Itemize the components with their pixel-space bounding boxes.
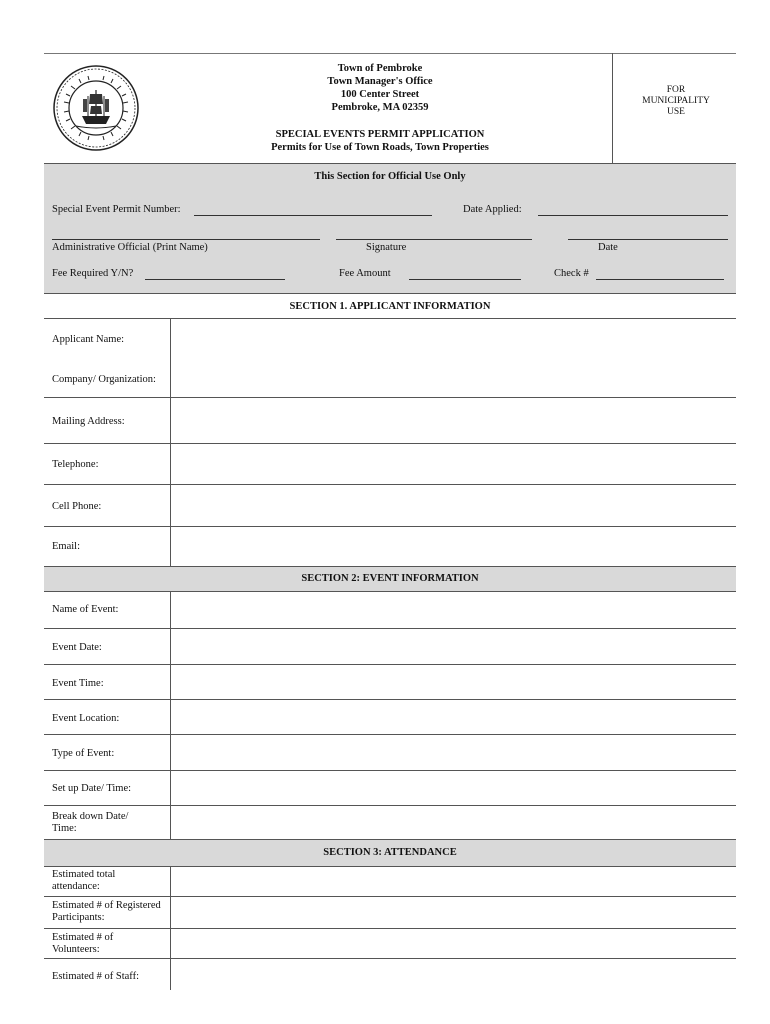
staff-field[interactable]: [171, 959, 736, 989]
office-name: Town Manager's Office: [327, 76, 433, 87]
date-label: Date: [598, 242, 618, 253]
total-attendance-field[interactable]: [171, 867, 736, 895]
form-title: SPECIAL EVENTS PERMIT APPLICATION: [275, 129, 485, 140]
municipality-line-1: FOR: [666, 85, 686, 95]
setup-date-time-label: Set up Date/ Time:: [52, 783, 132, 794]
event-date-field[interactable]: [171, 629, 736, 663]
email-field[interactable]: [171, 527, 736, 565]
signature-field[interactable]: [336, 239, 532, 240]
signature-label: Signature: [366, 242, 407, 253]
municipality-line-2: MUNICIPALITY: [642, 96, 710, 106]
official-use-title: This Section for Official Use Only: [314, 171, 466, 182]
fee-amount-field[interactable]: [409, 279, 521, 280]
official-top-border: [44, 163, 736, 164]
fee-required-field[interactable]: [145, 279, 285, 280]
telephone-label: Telephone:: [52, 459, 99, 470]
section1-title: SECTION 1. APPLICANT INFORMATION: [289, 301, 491, 312]
admin-official-label: Administrative Official (Print Name): [52, 242, 208, 253]
permit-number-field[interactable]: [194, 215, 432, 216]
date-applied-field[interactable]: [538, 215, 728, 216]
cell-phone-label: Cell Phone:: [52, 501, 102, 512]
fee-required-label: Fee Required Y/N?: [52, 268, 134, 279]
setup-date-time-field[interactable]: [171, 771, 736, 804]
top-border: [44, 53, 736, 54]
volunteers-label: Estimated # of Volunteers:: [52, 932, 114, 955]
section2-title: SECTION 2: EVENT INFORMATION: [301, 573, 479, 584]
form-subtitle: Permits for Use of Town Roads, Town Properties: [271, 142, 489, 153]
event-time-label: Event Time:: [52, 678, 104, 689]
event-time-field[interactable]: [171, 665, 736, 699]
email-label: Email:: [52, 541, 80, 552]
event-location-field[interactable]: [171, 700, 736, 734]
registered-participants-label: Estimated # of Registered Participants:: [52, 900, 161, 923]
event-name-field[interactable]: [171, 592, 736, 627]
total-attendance-label: Estimated total attendance:: [52, 869, 116, 892]
check-number-label: Check #: [554, 268, 589, 279]
applicant-name-label: Applicant Name:: [52, 334, 125, 345]
breakdown-date-time-label: Break down Date/ Time:: [52, 811, 129, 834]
section2-top-border: [44, 566, 736, 567]
volunteers-field[interactable]: [171, 929, 736, 957]
admin-date-field[interactable]: [568, 239, 728, 240]
check-number-field[interactable]: [596, 279, 724, 280]
company-organization-field[interactable]: [171, 360, 736, 396]
town-seal-icon: [52, 64, 140, 152]
event-location-label: Event Location:: [52, 713, 120, 724]
admin-official-field[interactable]: [52, 239, 320, 240]
telephone-field[interactable]: [171, 444, 736, 484]
registered-participants-field[interactable]: [171, 897, 736, 927]
street-address: 100 Center Street: [340, 89, 420, 100]
mailing-address-label: Mailing Address:: [52, 416, 125, 427]
municipality-line-3: USE: [667, 107, 685, 117]
section1-header-bottom: [44, 318, 736, 319]
breakdown-date-time-field[interactable]: [171, 806, 736, 838]
event-type-field[interactable]: [171, 735, 736, 769]
date-applied-label: Date Applied:: [463, 204, 522, 215]
section3-title: SECTION 3: ATTENDANCE: [323, 847, 457, 858]
event-date-label: Event Date:: [52, 642, 102, 653]
town-name: Town of Pembroke: [337, 63, 423, 74]
municipality-divider: [612, 53, 613, 163]
permit-number-label: Special Event Permit Number:: [52, 204, 181, 215]
fee-amount-label: Fee Amount: [339, 268, 391, 279]
cell-phone-field[interactable]: [171, 485, 736, 525]
municipality-use-box: [616, 85, 736, 118]
event-name-label: Name of Event:: [52, 604, 119, 615]
city-state-zip: Pembroke, MA 02359: [331, 102, 429, 113]
section3-top-border: [44, 839, 736, 840]
applicant-name-field[interactable]: [171, 320, 736, 356]
mailing-address-field[interactable]: [171, 398, 736, 442]
company-organization-label: Company/ Organization:: [52, 374, 156, 385]
staff-label: Estimated # of Staff:: [52, 971, 139, 982]
event-type-label: Type of Event:: [52, 748, 115, 759]
section1-top-border: [44, 293, 736, 294]
